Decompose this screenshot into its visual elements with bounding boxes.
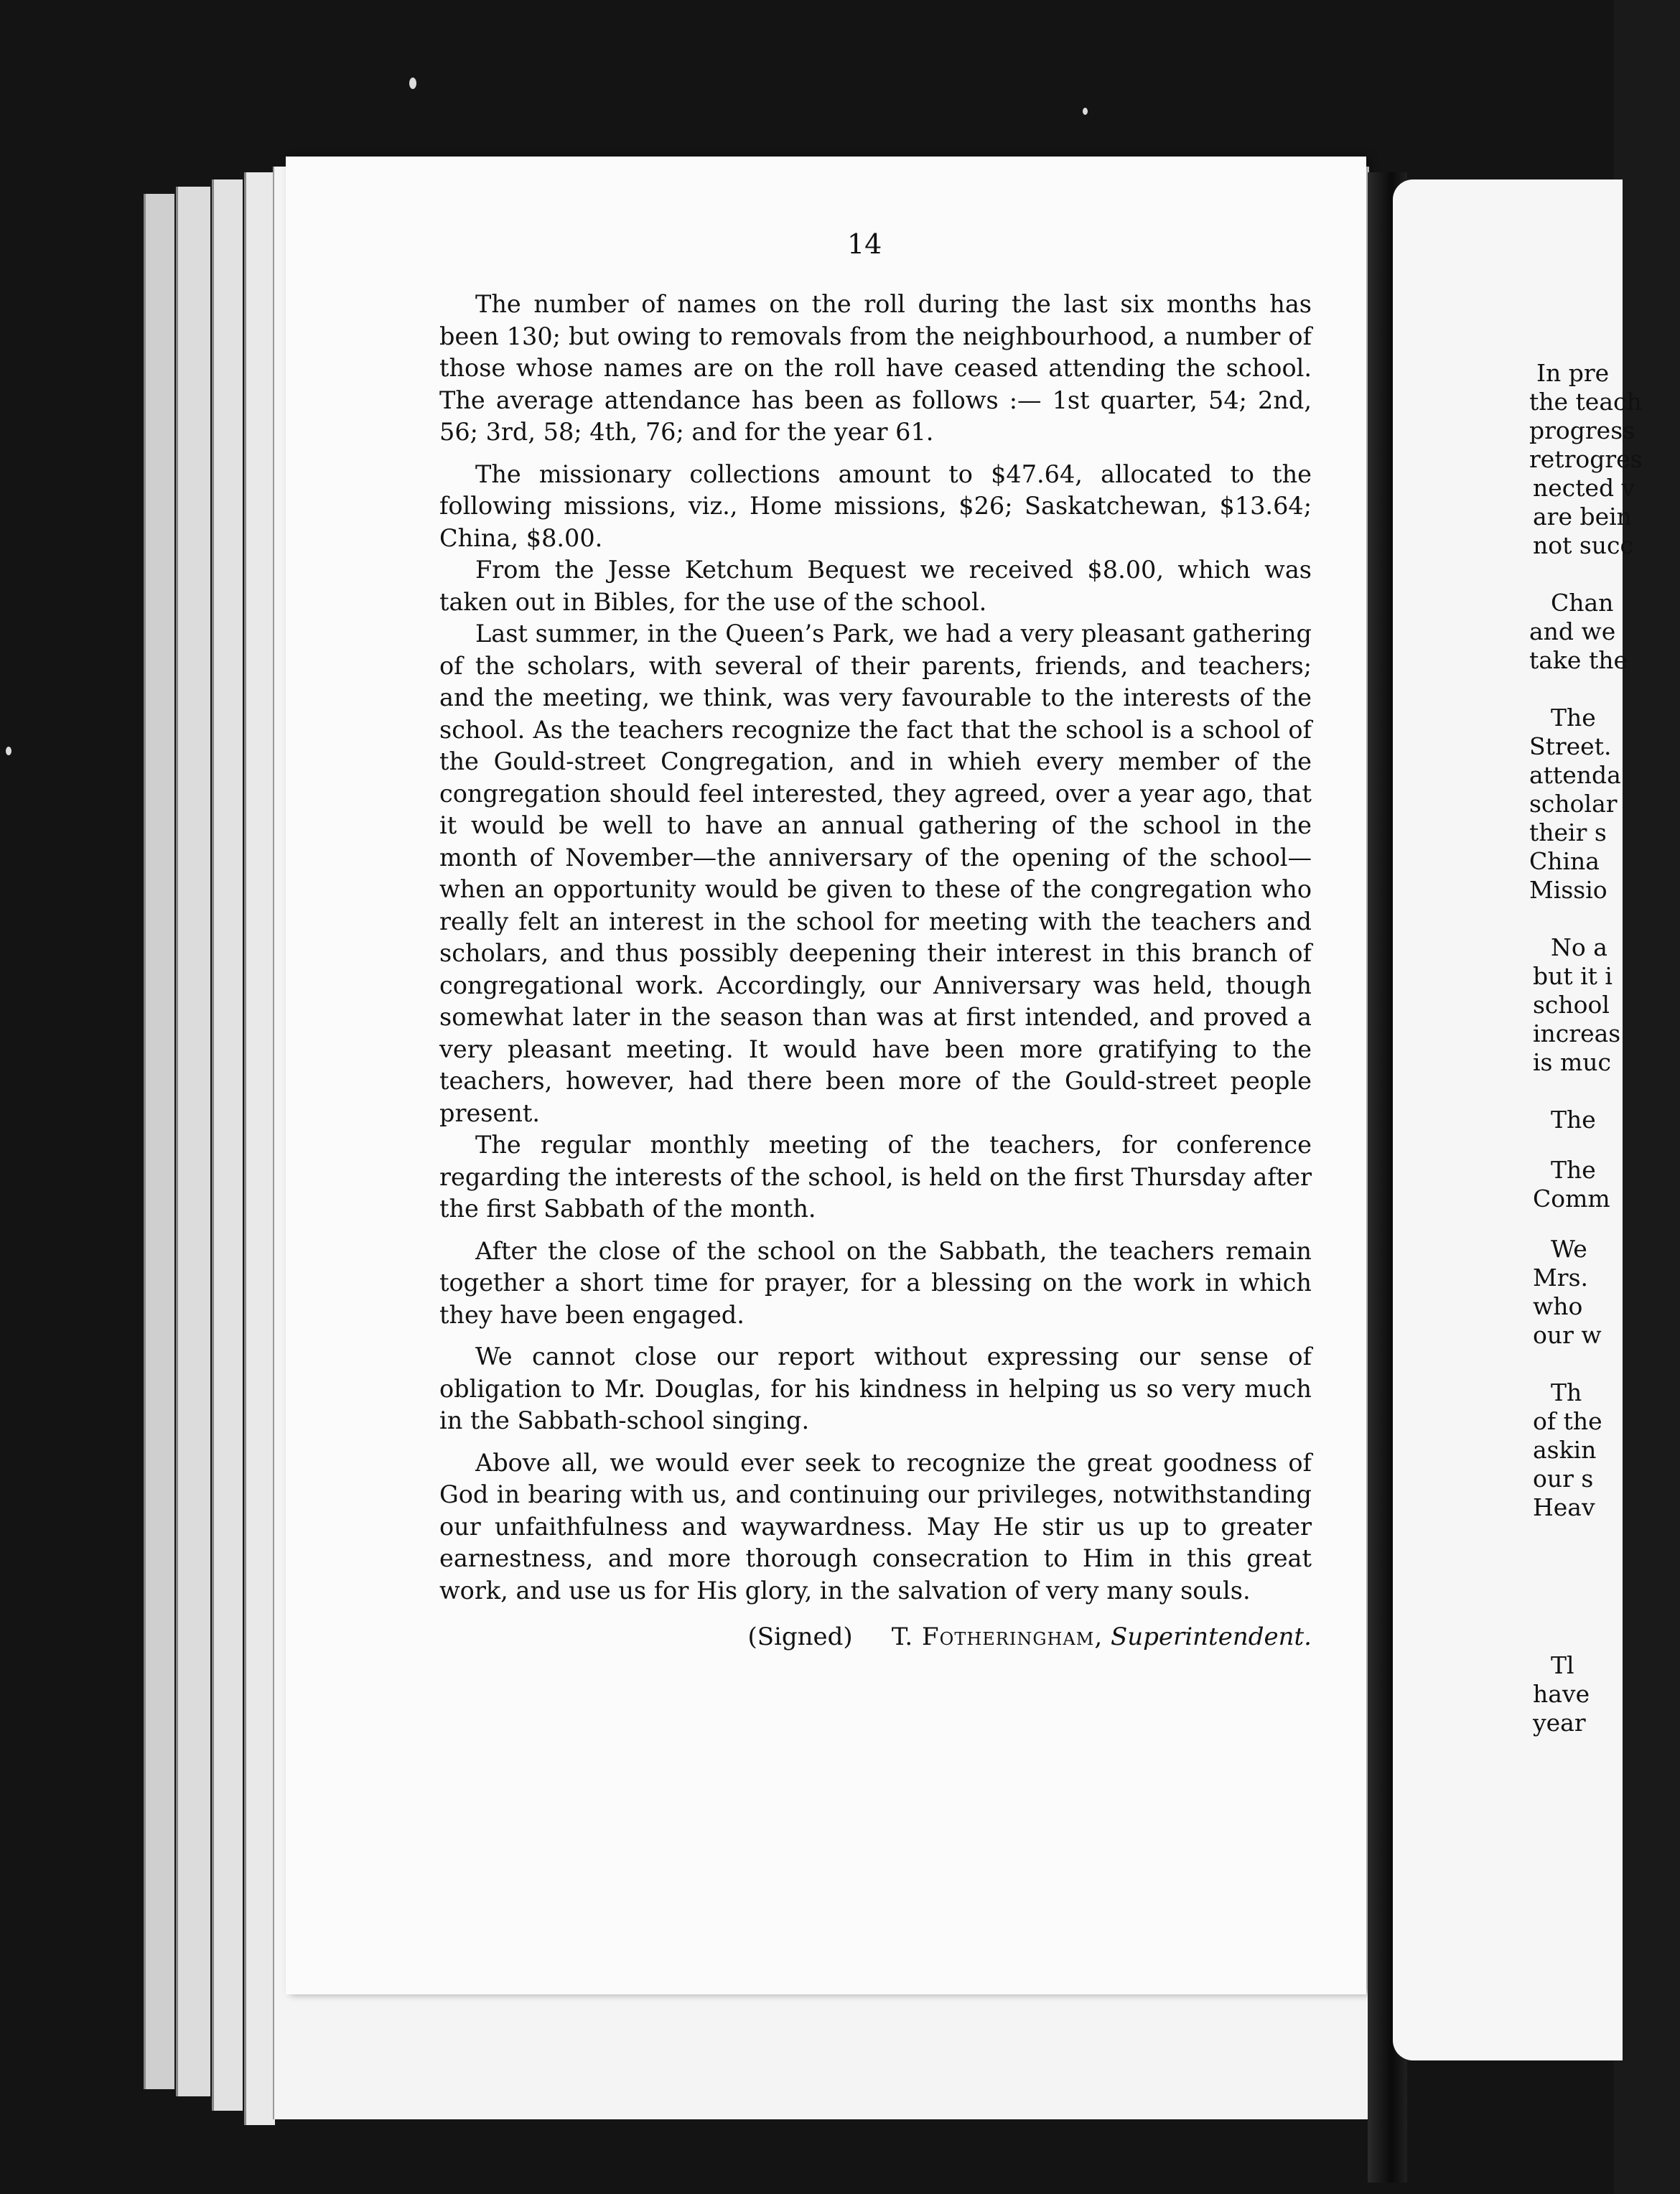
facing-page-line: of the <box>1533 1407 1602 1435</box>
facing-page-line: and we <box>1529 617 1616 645</box>
scan-speck <box>6 747 11 755</box>
page-body <box>439 289 1312 1653</box>
scan-speck <box>409 78 416 89</box>
facing-page-line: have <box>1533 1680 1590 1708</box>
facing-page-line: retrogres <box>1529 445 1643 473</box>
facing-page-line: Heav <box>1533 1493 1595 1521</box>
facing-page-line: askin <box>1533 1436 1597 1464</box>
facing-page-line: not succ <box>1533 531 1634 559</box>
facing-page-line: who <box>1533 1292 1583 1320</box>
facing-page-line: year <box>1533 1709 1586 1737</box>
facing-page-line: Mrs. <box>1533 1264 1588 1292</box>
page-edge <box>144 194 174 2089</box>
facing-page-line: Comm <box>1533 1185 1610 1213</box>
facing-page-line: our s <box>1533 1465 1594 1493</box>
facing-page-line: are bein <box>1533 503 1632 531</box>
page-edge <box>212 179 243 2111</box>
facing-page-line: but it i <box>1533 962 1613 990</box>
signatory-name: T. Fotheringham, <box>891 1623 1103 1651</box>
facing-page-line: school <box>1533 991 1610 1019</box>
paragraph-prayer: After the close of the school on the Sabbath, the teachers remain together a short time for prayer, for a blessing on the work in which they have been engaged. <box>439 1236 1312 1329</box>
page-edge <box>176 187 210 2096</box>
paragraph-monthly-meeting: The regular monthly meeting of the teachers, for conference regarding the interests of the school, is held on the first Thursday after the first Sabbath of the month. <box>439 1131 1312 1223</box>
facing-page-line: Chan <box>1551 589 1614 617</box>
facing-page-line: progress <box>1529 416 1635 444</box>
facing-page-line: scholar <box>1529 790 1618 818</box>
scan-speck <box>1083 108 1088 115</box>
signed-label: (Signed) <box>747 1623 853 1651</box>
page-edge <box>244 172 275 2125</box>
paragraph-bequest: From the Jesse Ketchum Bequest we received $8.00, which was taken out in Bibles, for the use of the school. <box>439 556 1312 616</box>
page-number: 14 <box>847 228 882 260</box>
facing-page-line: Street. <box>1529 732 1612 760</box>
facing-page-line: the teach <box>1529 388 1642 416</box>
facing-page-line: take the <box>1529 646 1628 674</box>
paragraph-thanks: We cannot close our report without expressing our sense of obligation to Mr. Douglas, for his kindness in helping us so very much in the Sabbath-school singing. <box>439 1343 1312 1434</box>
signatory-title: Superintendent. <box>1110 1623 1312 1651</box>
facing-page-line: The <box>1551 1106 1596 1134</box>
paragraph-closing: Above all, we would ever seek to recognize the great goodness of God in bearing with us, and continuing our privileges, notwithstanding our unfaithfulness and waywardness. May He stir us up to greater earnestness, and more thorough consecration to Him in this great work, and use us for His glory, in the salvation of very many souls. <box>439 1448 1312 1605</box>
signature-line <box>439 1621 1312 1653</box>
facing-page-line: Th <box>1551 1378 1582 1406</box>
facing-page-line: our w <box>1533 1321 1602 1349</box>
facing-page-line: No a <box>1551 933 1607 961</box>
facing-page-line: Tl <box>1551 1651 1574 1679</box>
facing-page-line: The <box>1551 1156 1596 1184</box>
facing-page-line: nected v <box>1533 474 1635 502</box>
facing-page-line: attenda <box>1529 761 1621 789</box>
facing-page-line: Missio <box>1529 876 1607 904</box>
facing-page-line: their s <box>1529 818 1607 846</box>
paragraph-missionary: The missionary collections amount to $47.64, allocated to the following missions, viz., Home missions, $26; Saskatchewan, $13.64; China, $8.00. <box>439 459 1312 552</box>
facing-page-line: is muc <box>1533 1048 1612 1076</box>
facing-page-line: increas <box>1533 1019 1621 1047</box>
facing-page-line: In pre <box>1536 359 1610 387</box>
facing-page-line: We <box>1551 1235 1587 1263</box>
paragraph-roll: The number of names on the roll during the last six months has been 130; but owing to removals from the neighbourhood, a number of those whose names are on the roll have ceased attending the school. The average attendance has been as follows :— 1st quarter, 54; 2nd, 56; 3rd, 58; 4th, 76; and for the year 61. <box>439 290 1312 446</box>
facing-page <box>1393 179 1643 2060</box>
facing-page-line: The <box>1551 704 1596 732</box>
facing-page-line: China <box>1529 847 1600 875</box>
paragraph-anniversary: Last summer, in the Queen’s Park, we had a very pleasant gathering of the scholars, with several of their parents, friends, and teachers; and the meeting, we think, was very favourable to the interests of the school. As the teachers recognize the fact that the school is a school of the Gould-street Congregation, and in whieh every member of the congregation should feel interested, they agreed, over a year ago, that it would be well to have an annual gathering of the school in the month of November—the anniversary of the opening of the school—when an opportunity would be given to these of the congregation who really felt an interest in the school for meeting with the teachers and scholars, and thus possibly deepening their interest in this branch of congregational work. Accordingly, our Anniversary was held, though somewhat later in the season than was at first intended, and proved a very pleasant meeting. It would have been more gratifying to the teachers, however, had there been more of the Gould-street people present. <box>439 620 1312 1127</box>
